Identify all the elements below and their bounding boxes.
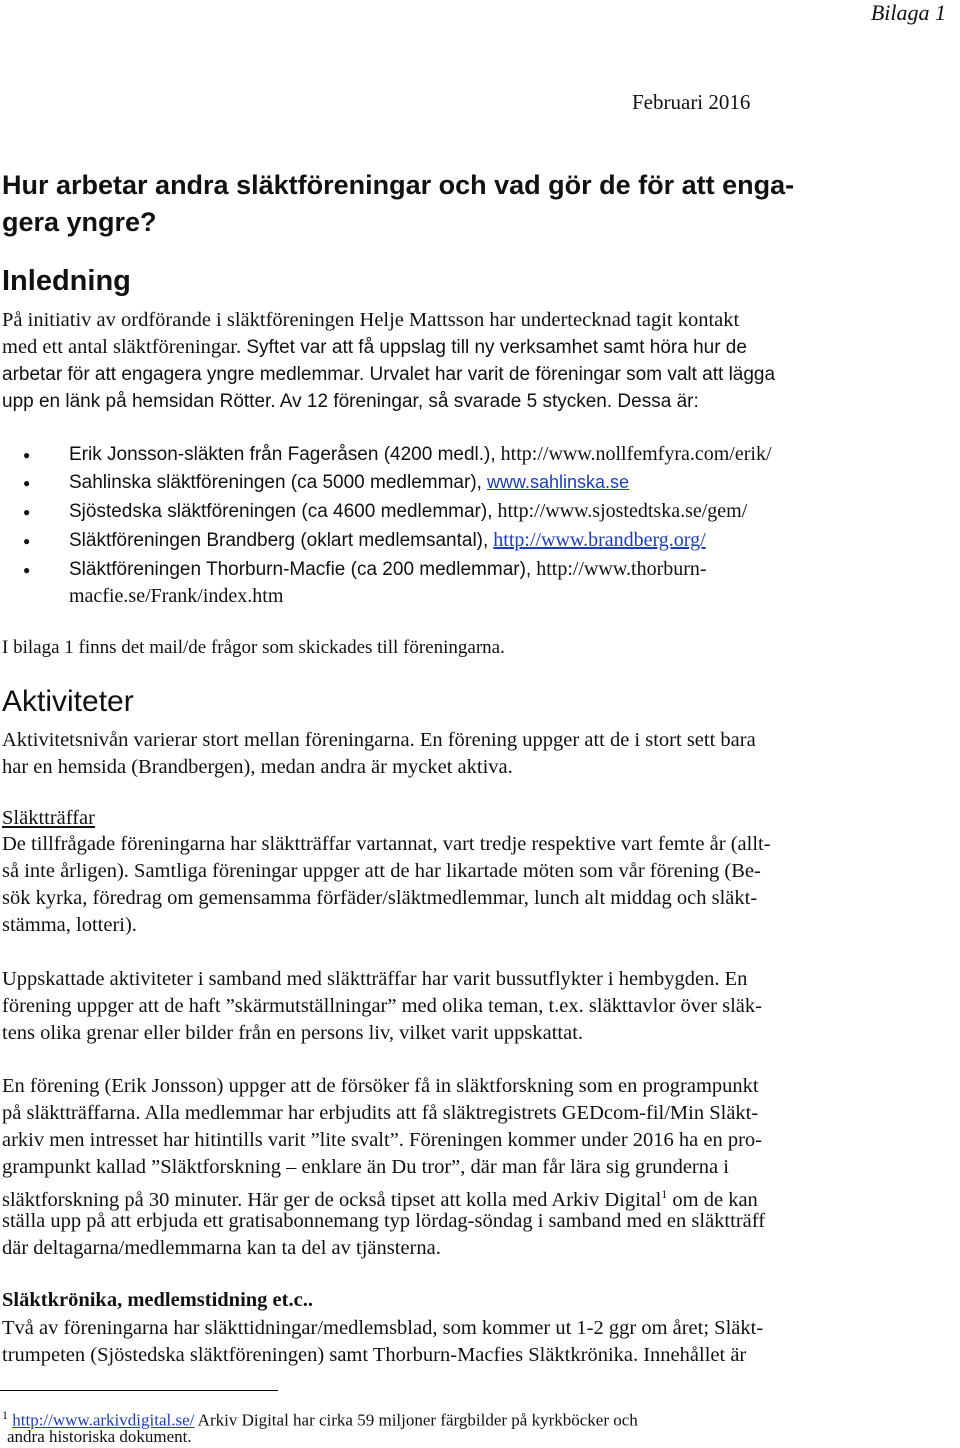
association-name: Sahlinska släktföreningen (ca 5000 medlemmar), <box>69 472 482 493</box>
association-link[interactable]: http://www.brandberg.org/ <box>493 529 706 551</box>
reunions-line: förening uppger att de haft ”skärmutställningar” med olika teman, t.ex. släkttavlor över släk- <box>2 995 762 1017</box>
reunions-line: tens olika grenar eller bilder från en persons liv, vilket varit uppskattat. <box>2 1022 584 1044</box>
footnote-separator <box>0 1390 278 1391</box>
association-url: http://www.thorburn- <box>531 558 707 580</box>
reunions-line: på släktträffarna. Alla medlemmar har erbjudits att få släktregistrets GEDcom-fil/Min Släkt- <box>2 1102 759 1124</box>
intro-text-segment: med ett antal släktföreningar. <box>2 336 242 358</box>
reunions-line: ställa upp på att erbjuda ett gratisabonnemang typ lördag-söndag i samband med en släktträff <box>2 1210 766 1232</box>
list-item <box>69 498 747 525</box>
intro-line <box>2 361 775 388</box>
bullet-icon: ● <box>23 448 31 462</box>
appendix-note: I bilaga 1 finns det mail/de frågor som skickades till föreningarna. <box>2 637 505 658</box>
footnote-reference: 1 <box>661 1187 668 1201</box>
intro-text-segment: arbetar för att engagera yngre medlemmar. <box>2 364 365 385</box>
reunions-line: så inte årligen). Samtliga föreningar uppger att de har likartade möten som vår förening (Be- <box>2 860 761 882</box>
intro-text-segment: upp en länk på hemsidan Rötter. <box>2 391 276 412</box>
document-date: Februari 2016 <box>632 90 751 114</box>
intro-text-segment: Urvalet har varit de föreningar som valt att lägga <box>364 364 776 385</box>
activities-line: Aktivitetsnivån varierar stort mellan föreningarna. En förening uppger att de i stort sett bara <box>2 729 756 751</box>
footnote-number: 1 <box>2 1408 8 1422</box>
reunions-text-segment: om de kan <box>667 1188 758 1211</box>
document-title-line2: gera yngre? <box>2 207 157 237</box>
chronicle-line: Två av föreningarna har släkttidningar/medlemsblad, som kommer ut 1-2 ggr om året; Släkt- <box>2 1317 764 1339</box>
appendix-label: Bilaga 1 <box>870 0 946 25</box>
reunions-line: arkiv men intresset har hitintills varit ”lite svalt”. Föreningen kommer under 2016 ha en pro- <box>2 1129 763 1151</box>
reunions-line: En förening (Erik Jonsson) uppger att de försöker få in släktforskning som en programpunkt <box>2 1075 759 1097</box>
association-url: http://www.sjostedtska.se/gem/ <box>492 500 748 522</box>
document-title-line1: Hur arbetar andra släktföreningar och vad gör de för att enga- <box>2 170 795 200</box>
association-name: Släktföreningen Brandberg (oklart medlemsantal), <box>69 530 489 551</box>
reunions-line: grampunkt kallad ”Släktforskning – enklare än Du tror”, där man får lära sig grunderna i <box>2 1156 729 1178</box>
heading-slaktkronika: Släktkrönika, medlemstidning et.c.. <box>2 1289 313 1311</box>
footnote-text: Arkiv Digital har cirka 59 miljoner färgbilder på kyrkböcker och <box>194 1410 638 1430</box>
footnote-continued: andra historiska dokument. <box>7 1427 192 1446</box>
reunions-line: sök kyrka, föredrag om gemensamma förfäder/släktmedlemmar, lunch alt middag och släkt- <box>2 887 758 909</box>
bullet-icon: ● <box>23 563 31 577</box>
list-item <box>69 556 707 583</box>
reunions-line: De tillfrågade föreningarna har släktträffar vartannat, vart tredje respektive vart femte år (allt- <box>2 833 771 855</box>
list-item <box>69 441 772 468</box>
association-name: Släktföreningen Thorburn-Macfie (ca 200 medlemmar), <box>69 559 532 580</box>
intro-line <box>2 388 699 415</box>
bullet-icon: ● <box>23 534 31 548</box>
list-item <box>69 527 706 554</box>
intro-line: På initiativ av ordförande i släktföreningen Helje Mattsson har undertecknad tagit kontakt <box>2 309 740 331</box>
list-item <box>69 469 629 496</box>
reunions-line: där deltagarna/medlemmarna kan ta del av tjänsterna. <box>2 1237 441 1259</box>
reunions-line: stämma, lotteri). <box>2 914 137 936</box>
reunions-text-segment: släktforskning på 30 minuter. Här ger de också tipset att kolla med Arkiv Digital <box>2 1188 662 1211</box>
chronicle-line: trumpeten (Sjöstedska släktföreningen) samt Thorburn-Macfies Släktkrönika. Innehållet är <box>2 1344 747 1366</box>
intro-text-segment: Syftet var att få uppslag till ny verksamhet samt höra hur de <box>241 337 747 358</box>
footnote-link[interactable]: http://www.arkivdigital.se/ <box>12 1410 195 1430</box>
bullet-icon: ● <box>23 476 31 490</box>
association-url: http://www.nollfemfyra.com/erik/ <box>495 443 772 465</box>
activities-line: har en hemsida (Brandbergen), medan andra är mycket aktiva. <box>2 756 513 778</box>
heading-inledning: Inledning <box>2 265 131 297</box>
intro-text-segment: Av 12 föreningar, så svarade 5 stycken. <box>275 391 613 412</box>
association-name: Erik Jonsson-släkten från Fageråsen (4200 medl.), <box>69 444 496 465</box>
association-link[interactable]: www.sahlinska.se <box>486 472 629 492</box>
association-name: Sjöstedska släktföreningen (ca 4600 medlemmar), <box>69 501 493 522</box>
intro-line <box>2 334 747 361</box>
bullet-icon: ● <box>23 505 31 519</box>
association-url-continued: macfie.se/Frank/index.htm <box>69 585 284 607</box>
intro-text-segment: Dessa är: <box>612 391 699 412</box>
heading-slakttraffar: Släktträffar <box>2 807 95 829</box>
reunions-line: Uppskattade aktiviteter i samband med släktträffar har varit bussutflykter i hembygden. En <box>2 968 748 990</box>
heading-aktiviteter: Aktiviteter <box>2 685 134 718</box>
